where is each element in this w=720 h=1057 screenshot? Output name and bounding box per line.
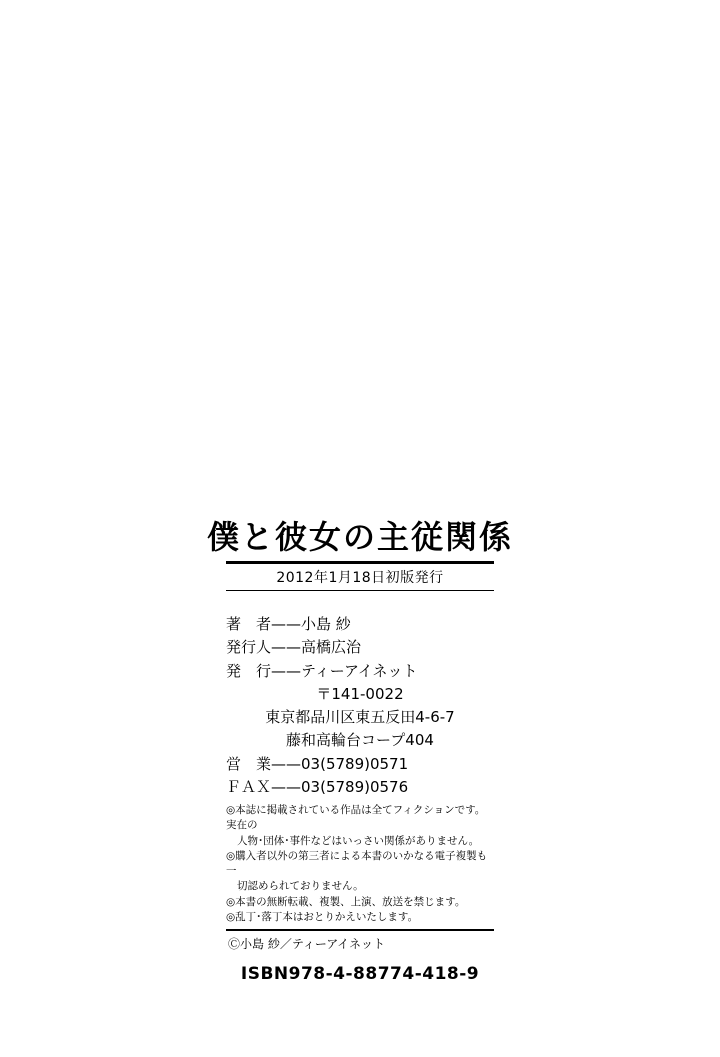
contact-sales: 営 業——03(5789)0571 [226, 754, 409, 773]
title-block [0, 520, 720, 591]
contact-fax: ＦＡＸ——03(5789)0576 [226, 777, 409, 796]
credit-author: 著 者——小島 紗 [226, 615, 351, 634]
note-line: 人物･団体･事件などはいっさい関係がありません。 [237, 834, 480, 847]
address-street: 東京都品川区東五反田4-6-7 [265, 708, 455, 727]
address-postal-code: 〒141-0022 [316, 684, 404, 703]
note-line: ◎本誌に掲載されている作品は全てフィクションです。実在の [226, 804, 486, 832]
legal-notes [226, 799, 494, 925]
address-building: 藤和高輪台コープ404 [286, 731, 434, 750]
publication-info [226, 591, 494, 799]
publication-date: 2012年1月18日初版発行 [276, 570, 444, 587]
isbn-number: ISBN978-4-88774-418-9 [240, 963, 480, 984]
colophon-block [0, 520, 720, 984]
credit-publisher: 発 行——ティーアイネット [226, 661, 418, 680]
note-line: 切認められておりません。 [237, 880, 364, 893]
note-line: ◎本書の無断転載、複製、上演、放送を禁じます。 [226, 895, 466, 908]
copyright-line: Ⓒ小島 紗／ティーアイネット [228, 936, 386, 951]
note-line: ◎乱丁･落丁本はおとりかえいたします。 [226, 910, 419, 923]
credit-publisher-person: 発行人——高橋広治 [226, 638, 362, 657]
book-title: 僕と彼女の主従関係 [206, 518, 513, 556]
note-line: ◎購入者以外の第三者による本書のいかなる電子複製も一 [226, 849, 488, 878]
